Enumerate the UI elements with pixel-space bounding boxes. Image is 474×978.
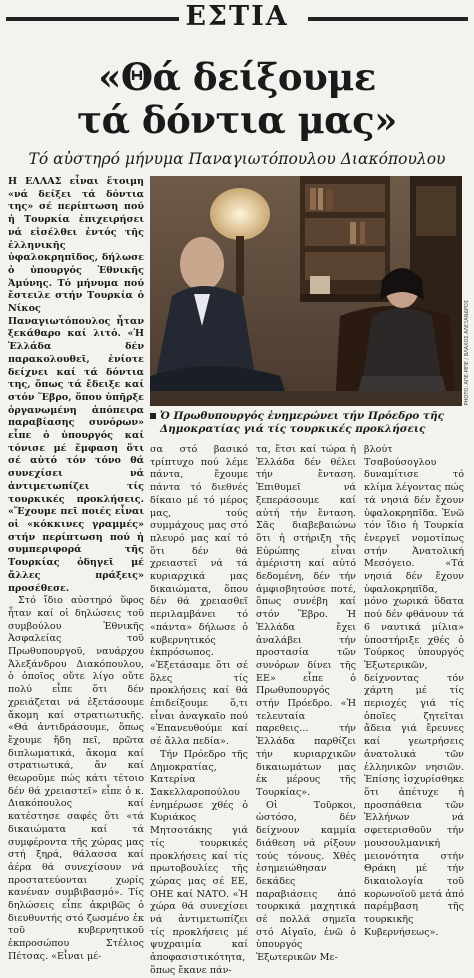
- column-1-paragraph-1: Η ΕΛΛΑΣ εἶναι ἕτοιμη «νά δείξει τά δόντια της» σέ περίπτωση πού ἡ Τουρκία ἐπιχειρήσει νά εἰσέλθει ἐντός τῆς ἑλληνικῆς ὑφαλοκρηπῖδος, δήλωσε ὁ ὑπουργός Ἐθνικῆς Ἀμύνης. Τό μήνυμα πού ἔστειλε στήν Τουρκία ὁ Νίκος Παναγιωτόπουλος ἦταν ξεκάθαρο καί λιτό. «Ἡ Ἑλλάδα δέν παρακολουθεῖ, ἐνίοτε δείχνει καί τά δόντια της, ὅπως τά ἔδειξε καί στόν Ἕβρο, ὅπου ὑπῆρξε ὀργανωμένη ἀπόπειρα παραβίασης συνόρων» εἶπε ὁ ὑπουργός καί τόνισε μέ ἔμφαση ὅτι σέ αὐτό τόν τόνο θά συνεχίσει νά ἀντιμετωπίζει τίς τουρκικές προκλήσεις. «Ἔχουμε πεῖ ποιές εἶναι οἱ «κόκκινες γραμμές» στήν περίπτωση πού ἡ συμπεριφορά τῆς Τουρκίας ὁδηγεῖ μέ ἄλλες πράξεις» προσέθεσε.: [8, 176, 144, 594]
- article-photo: [150, 176, 462, 406]
- column-3-paragraph-1: τα, ἔτσι καί τώρα ἡ Ἑλλάδα δέν θέλει τήν ἔνταση. Ἐπιθυμεῖ νά ξεπεράσουμε καί αὐτή τήν ἔνταση. Σᾶς διαβεβαιώνω ὅτι ἡ στήριξη τῆς Εὐρώπης εἶναι ἀμέριστη καί αὐτό δεδομένη, δέν τήν ἀμφισβητούσε ποτέ, ὅπως συνέβη καί στόν Ἕβρο. Ἡ Ἑλλάδα ἔχει ἀναλάβει τήν προστασία τῶν συνόρων δίνει τῆς ΕΕ» εἶπε ὁ Πρωθυπουργός στήν Πρόεδρο. «Ἡ τελευταία παρεθεις... τήν Ἑλλάδα παρθίζει τήν κυριαρχικῶν δικαιωμάτων μας ἐκ μέρους τῆς Τουρκίας».: [256, 444, 356, 798]
- article-column-4: [364, 444, 464, 938]
- caption-bullet-icon: [150, 413, 156, 419]
- column-2-paragraph-2: Τήν Πρόεδρο τῆς Δημοκρατίας, Κατερίνα Σακελλαροπούλου ἐνημέρωσε χθές ὁ Κυριάκος Μητσοτάκης γιά τίς τουρκικές προκλήσεις καί τίς πρωτοβουλίες τῆς χώρας μας σέ ΕΕ, ΟΗΕ καί ΝΑΤΟ. «Ἡ χώρα θά συνεχίσει νά ἀντιμετωπίζει τίς προκλήσεις μέ ψυχραιμία καί ἀποφασιστικότητα, ὅπως ἔκανε πάν-: [150, 748, 248, 976]
- column-1-paragraph-2: Στό ἴδιο αὐστηρό ὕφος ἦταν καί οἱ δηλώσεις τοῦ συμβούλου Ἐθνικῆς Ἀσφαλείας τοῦ Πρωθυπουργοῦ, ναυάρχου Ἀλεξάνδρου Διακόπουλου, ὁ ὁποῖος οὔτε λίγο οὔτε πολύ εἶπε ὅτι δέν χρειάζεται νά ἐξετάσουμε ἄκομη καί στρατιωτικῆς. «Θά ἀντιδράσουμε, ὅπως ἔχουμε ἤδη πεῖ, πρῶτα διπλωματικά, ἄκομα καί στρατιωτικά, ἄν καί θεωροῦμε πώς κάτι τέτοιο δέν θά χρειαστεῖ» εἶπε ὁ κ. Διακόπουλος καί κατέστησε σαφές ὅτι «τά δικαιώματα καί τά συμφέροντα τῆς χώρας μας στή ξηρά, θάλασσα καί ἀέρα θά συνεχίσουν νά προστατεύονται χωρίς κανέναν συμβιβασμό». Τίς δηλώσεις εἶπε ἀκριβῶς ὁ διευθυντής στό ζωσμένο ἐκ τοῦ κυβερνητικοῦ ἐκπροσώπου Στέλιος Πέτσας. «Εἶναι μέ-: [8, 595, 144, 962]
- photo-credit: PHOTO: ΑΠΕ-ΜΠΕ / ΒΛΑΧΟΣ ΑΛΕΞΑΝΔΡΟΣ: [464, 300, 470, 406]
- newspaper-title: ΕΣΤΙΑ: [179, 1, 294, 32]
- masthead: [0, 0, 474, 32]
- column-3-paragraph-2: Οἱ Τοῦρκοι, ὡστόσο, δέν δείχνουν καμμία διάθεση νά ρίξουν τούς τόνους. Χθές ἐσημειώθησαν δεκάδες παραβιάσεις ἀπό τουρκικά μαχητικά σέ πολλά σημεῖα στό Αἰγαῖο, ἐνῶ ὁ ὑπουργός Ἐξωτερικῶν Με-: [256, 799, 356, 964]
- subheadline: Τό αὐστηρό μήνυμα Παναγιωτόπουλου Διακόπουλου: [28, 150, 446, 168]
- column-4-paragraph-1: βλούτ Τσαβούσογλου δυναμίτισε τό κλίμα λέγοντας πώς τά νησιά δέν ἔχουν ὑφαλοκρηπῖδα. Ἐνῶ τόν ἴδιο ἡ Τουρκία ἐνεργεῖ νομοτίπως στήν Ἀνατολική Μεσόγειο. «Τά νησιά δέν ἔχουν ὑφαλοκρηπῖδα, μόνο χωρικά ὕδατα πού δέν φθάνουν τά 6 ναυτικά μίλια» ὑποστήριξε χθές ὁ Τούρκος ὑπουργός Ἐξωτερικῶν, δείχνοντας τόν χάρτη μέ τίς περιοχές γιά τίς ὁποῖες ζητεῖται ἄδεια γιά ἔρευνες καί γεωτρήσεις ἀνατολικά τῶν ἑλληνικῶν νησιῶν. Ἐπίσης ἰσχυρίσθηκε ὅτι ἀπέτυχε ἡ προσπάθεια τῶν Ἑλλήνων νά σφετερισθοῦν τήν μουσουλμανική μειονότητα στήν Θράκη μέ τήν δικαιολογία τοῦ κορωνοϊοῦ μετά ἀπό παρέμβαση τῆς τουρκικῆς Κυβερνήσεως».: [364, 444, 464, 938]
- headline: [0, 56, 474, 142]
- article-column-1: [8, 176, 144, 962]
- masthead-rule-left: [6, 17, 202, 21]
- photo-illustration: [150, 176, 462, 406]
- headline-line-1: «Θά δείξουμε: [98, 55, 376, 99]
- caption-text: Ὁ Πρωθυπουργός ἐνημερώνει τήν Πρόεδρο τῆς Δημοκρατίας γιά τίς τουρκικές προκλήσεις: [160, 410, 445, 435]
- headline-line-2: τά δόντια μας»: [77, 98, 397, 142]
- article-column-3: [256, 444, 356, 964]
- masthead-rule-right: [308, 17, 468, 21]
- column-2-paragraph-1: σα στό βασικό τρίπτυχο πού λέμε πάντα, ἔχουμε πάντα τό διεθνές δίκαιο μέ τό μέρος μας, τούς συμμάχους μας στό πλευρό μας καί τό ὅτι δέν θά χρειαστεῖ νά τά κυριαρχικά μας δικαιώματα, ὅπου δέν θά χρειασθεῖ περιλαμβάνει τό «πάντα» δήλωσε ὁ κυβερνητικός ἐκπρόσωπος. «Ἐξετάσαμε ὅτι σέ ὅλες τίς προκλήσεις καί θά ἐπιδείξουμε ὅ,τι εἶναι ἀναγκαῖο πού «Ἐπανευθούμε καί σέ ἄλλα πεδία».: [150, 444, 248, 748]
- article-column-2: [150, 444, 248, 976]
- photo-caption: [150, 410, 462, 436]
